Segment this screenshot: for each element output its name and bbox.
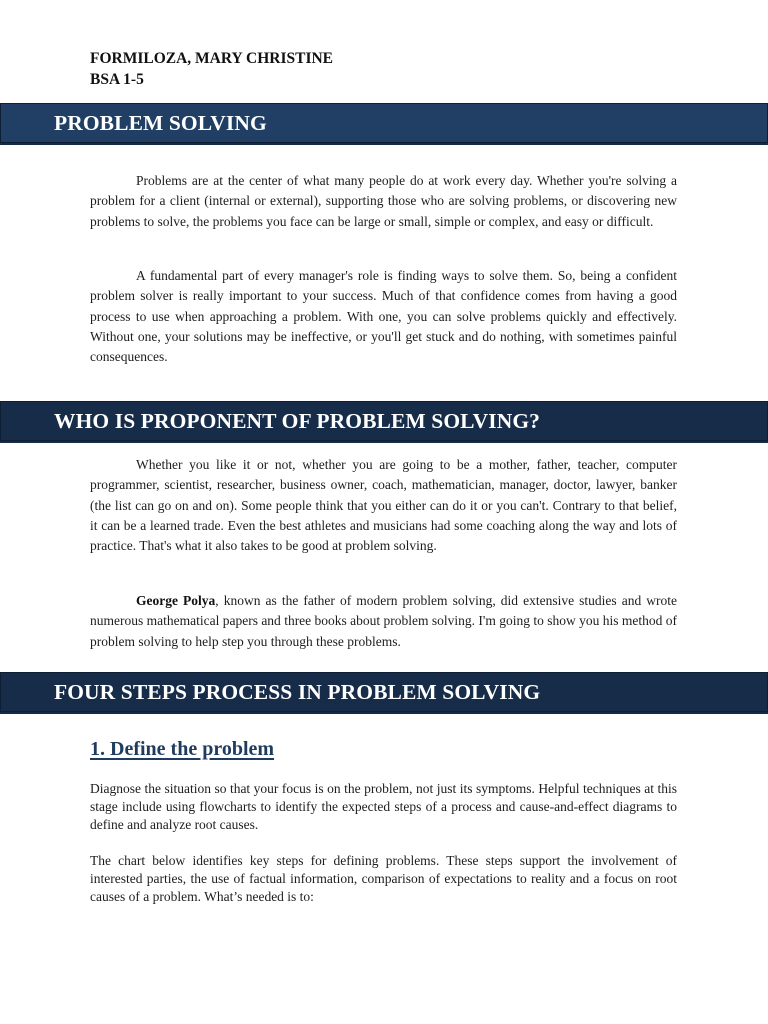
section-title: WHO IS PROPONENT OF PROBLEM SOLVING? (54, 409, 541, 433)
author-header (90, 48, 333, 90)
polya-name: George Polya (136, 593, 216, 608)
section-title: PROBLEM SOLVING (54, 111, 267, 135)
section-banner-proponent (0, 401, 768, 443)
define-paragraph-2: The chart below identifies key steps for defining problems. These steps support the involvement of interested parties, the use of factual information, comparison of expectations to reality and a focus on root causes of a problem. What’s needed is to: (90, 853, 677, 905)
polya-text: , known as the father of modern problem solving, did extensive studies and wrote numerous mathematical papers and three books about problem solving. I'm going to show you his method of problem solving to help step you through these problems. (90, 593, 677, 649)
author-section: BSA 1-5 (90, 71, 144, 88)
section-banner-four-steps (0, 672, 768, 714)
intro-paragraph-1: Problems are at the center of what many people do at work every day. Whether you're solving a problem for a client (internal or external), supporting those who are solving problems, or discovering new problems to solve, the problems you face can be large or small, simple or complex, and easy or difficult. (90, 173, 677, 229)
polya-paragraph (90, 591, 677, 652)
step-heading-define-problem: 1. Define the problem (90, 738, 275, 760)
proponent-paragraph: Whether you like it or not, whether you are going to be a mother, father, teacher, computer programmer, scientist, researcher, business owner, coach, mathematician, manager, doctor, lawyer, banker (the list can go on and on). Some people think that you either can do it or you can't. Contrary to that belief, it can be a learned trade. Even the best athletes and musicians had some coaching along the way and lots of practice. That's what it also takes to be good at problem solving. (90, 457, 677, 554)
section-banner-problem-solving (0, 103, 768, 145)
intro-paragraph-2: A fundamental part of every manager's role is finding ways to solve them. So, being a confident problem solver is really important to your success. Much of that confidence comes from having a good process to use when approaching a problem. With one, you can solve problems quickly and effectively. Without one, your solutions may be ineffective, or you'll get stuck and do nothing, with sometimes painful consequences. (90, 268, 677, 365)
section-title: FOUR STEPS PROCESS IN PROBLEM SOLVING (54, 680, 541, 704)
author-name: FORMILOZA, MARY CHRISTINE (90, 50, 334, 67)
define-paragraph-1: Diagnose the situation so that your focus is on the problem, not just its symptoms. Helpful techniques at this stage include using flowcharts to identify the expected steps of a process and cause-and-effect diagrams to define and analyze root causes. (90, 781, 677, 833)
